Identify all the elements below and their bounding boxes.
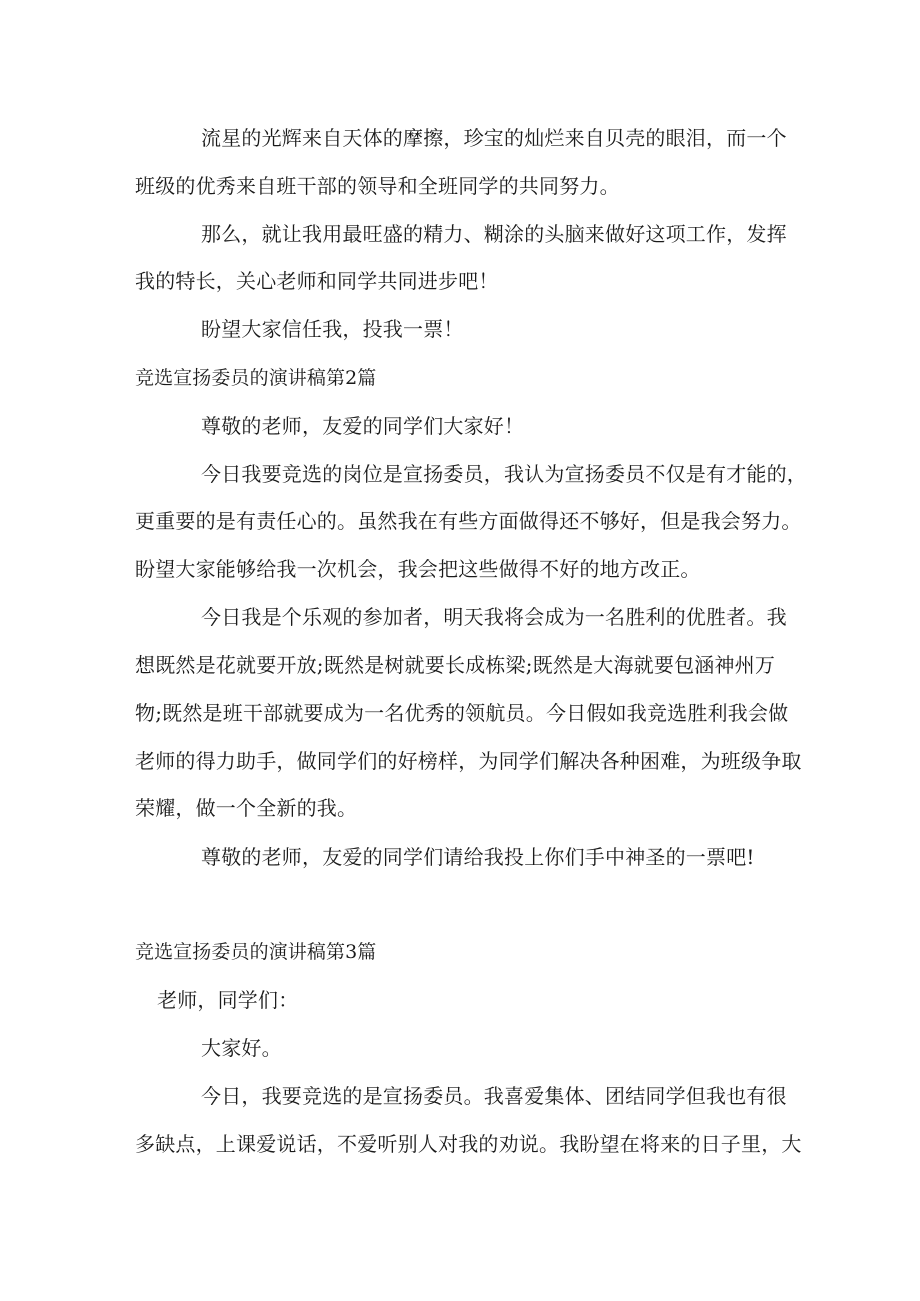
paragraph-line: 流星的光辉来自天体的摩擦，珍宝的灿烂来自贝壳的眼泪，而一个 xyxy=(201,126,787,150)
paragraph-line: 盼望大家能够给我一次机会，我会把这些做得不好的地方改正。 xyxy=(135,557,701,581)
paragraph-line: 那么，就让我用最旺盛的精力、糊涂的头脑来做好这项工作，发挥 xyxy=(201,222,787,246)
paragraph-line: 老师，同学们： xyxy=(157,988,299,1012)
section-heading: 竞选宣扬委员的演讲稿第2篇 xyxy=(135,367,377,389)
paragraph-line: 今日我是个乐观的参加者，明天我将会成为一名胜利的优胜者。我 xyxy=(201,605,787,629)
paragraph-line: 我的特长，关心老师和同学共同进步吧！ xyxy=(135,269,499,293)
paragraph-line: 荣耀，做一个全新的我。 xyxy=(135,796,358,820)
paragraph-line: 想既然是花就要开放;既然是树就要长成栋梁;既然是大海就要包涵神州万 xyxy=(135,653,776,677)
paragraph-line: 盼望大家信任我，投我一票！ xyxy=(201,317,464,341)
paragraph-line: 尊敬的老师，友爱的同学们请给我投上你们手中神圣的一票吧! xyxy=(201,845,755,869)
paragraph-line: 更重要的是有责任心的。虽然我在有些方面做得还不够好，但是我会努力。 xyxy=(135,509,802,533)
paragraph-line: 今日，我要竞选的是宣扬委员。我喜爱集体、团结同学但我也有很 xyxy=(201,1084,787,1108)
paragraph-line: 今日我要竞选的岗位是宣扬委员，我认为宣扬委员不仅是有才能的， xyxy=(201,462,807,486)
paragraph-line: 尊敬的老师，友爱的同学们大家好！ xyxy=(201,414,525,438)
paragraph-line: 大家好。 xyxy=(201,1036,282,1060)
section-heading: 竞选宣扬委员的演讲稿第3篇 xyxy=(135,941,377,963)
paragraph-line: 班级的优秀来自班干部的领导和全班同学的共同努力。 xyxy=(135,174,620,198)
paragraph-line: 物;既然是班干部就要成为一名优秀的领航员。今日假如我竞选胜利我会做 xyxy=(135,701,789,725)
paragraph-line: 老师的得力助手，做同学们的好榜样，为同学们解决各种困难，为班级争取 xyxy=(135,749,802,773)
paragraph-line: 多缺点，上课爱说话，不爱听别人对我的劝说。我盼望在将来的日子里，大 xyxy=(135,1132,802,1156)
